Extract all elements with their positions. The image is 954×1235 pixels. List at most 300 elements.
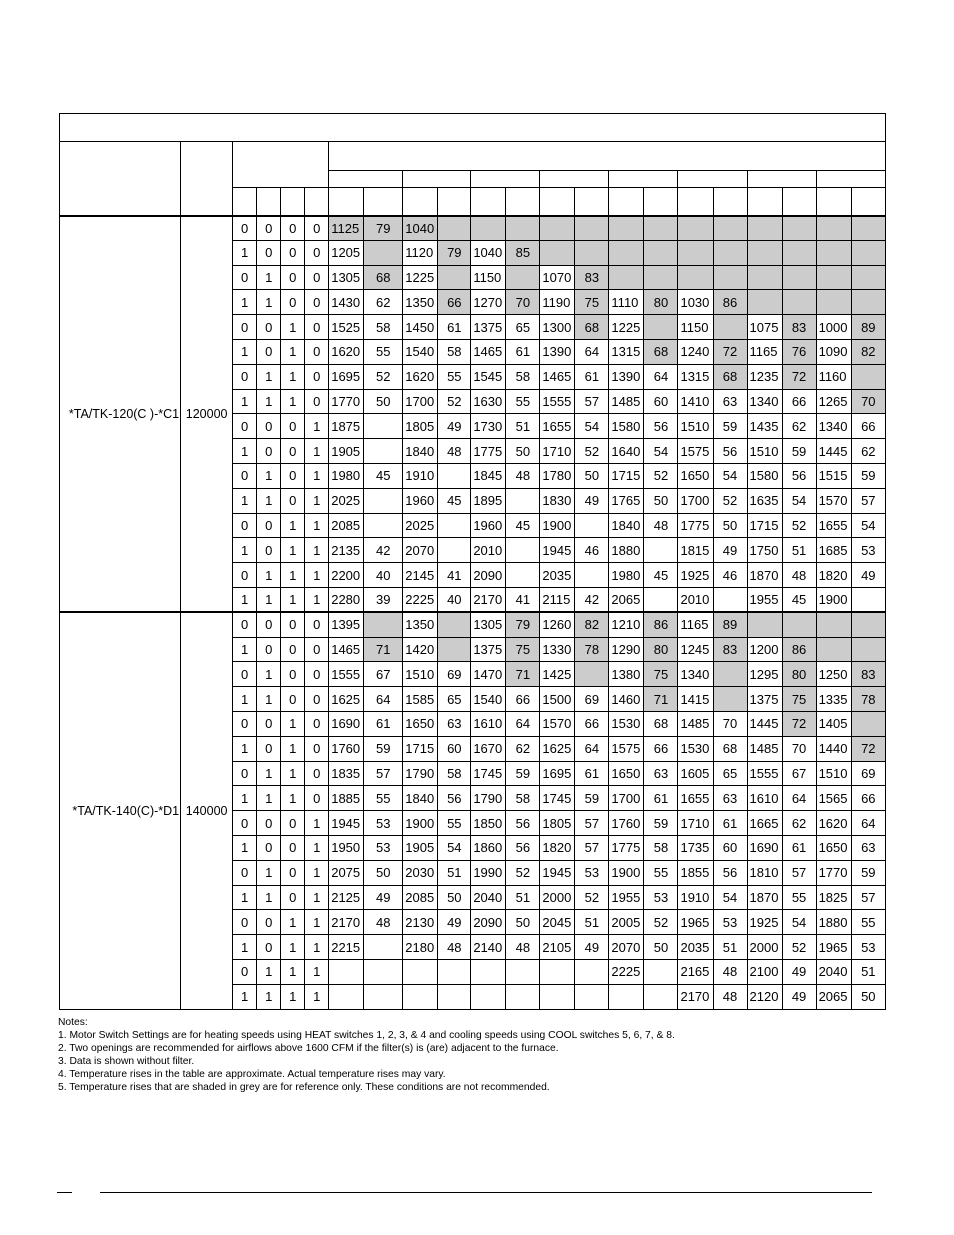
cfm-cell: 1880 bbox=[609, 538, 644, 563]
cfm-cell bbox=[471, 984, 506, 1009]
switch-cell: 1 bbox=[233, 290, 257, 315]
temp-rise-cell: 45 bbox=[644, 563, 678, 588]
temp-rise-cell: 52 bbox=[782, 935, 816, 960]
temp-rise-cell: 66 bbox=[851, 786, 885, 811]
cfm-cell: 2135 bbox=[329, 538, 364, 563]
switch-cell: 1 bbox=[281, 315, 305, 340]
temp-rise-cell: 46 bbox=[713, 563, 747, 588]
temp-rise-cell: 50 bbox=[364, 860, 403, 885]
temp-rise-cell: 52 bbox=[506, 860, 540, 885]
temp-rise-cell: 62 bbox=[782, 414, 816, 439]
subheader-cell bbox=[851, 188, 885, 216]
switch-cell: 0 bbox=[233, 216, 257, 241]
cfm-cell bbox=[471, 216, 506, 241]
cfm-cell: 1875 bbox=[329, 414, 364, 439]
switch-cell: 0 bbox=[305, 290, 329, 315]
temp-rise-cell: 63 bbox=[644, 761, 678, 786]
temp-rise-cell: 59 bbox=[782, 439, 816, 464]
cfm-cell: 2040 bbox=[816, 959, 851, 984]
switch-cell: 1 bbox=[305, 463, 329, 488]
cfm-cell: 1745 bbox=[540, 786, 575, 811]
temp-rise-cell bbox=[506, 538, 540, 563]
temp-rise-cell bbox=[644, 216, 678, 241]
subheader-cell bbox=[364, 188, 403, 216]
temp-rise-cell: 39 bbox=[364, 587, 403, 612]
cfm-cell: 1300 bbox=[540, 315, 575, 340]
temp-rise-cell: 57 bbox=[575, 389, 609, 414]
switch-cell: 1 bbox=[305, 513, 329, 538]
temp-rise-cell: 48 bbox=[713, 984, 747, 1009]
switch-cell: 1 bbox=[233, 439, 257, 464]
switch-cell: 0 bbox=[281, 216, 305, 241]
switch-cell: 0 bbox=[233, 860, 257, 885]
temp-rise-cell: 56 bbox=[713, 860, 747, 885]
cfm-cell: 2180 bbox=[403, 935, 438, 960]
switch-cell: 0 bbox=[233, 662, 257, 687]
cfm-cell: 1525 bbox=[329, 315, 364, 340]
cfm-cell: 1575 bbox=[609, 736, 644, 761]
temp-rise-cell: 79 bbox=[438, 240, 471, 265]
switch-cell: 0 bbox=[257, 835, 281, 860]
temp-rise-cell: 54 bbox=[575, 414, 609, 439]
cfm-cell: 1770 bbox=[816, 860, 851, 885]
cfm-cell: 1925 bbox=[747, 910, 782, 935]
temp-rise-cell: 52 bbox=[438, 389, 471, 414]
temp-rise-cell bbox=[575, 984, 609, 1009]
cfm-cell: 2100 bbox=[747, 959, 782, 984]
subheader-cell bbox=[782, 188, 816, 216]
temp-rise-cell: 50 bbox=[506, 439, 540, 464]
temp-rise-cell: 53 bbox=[364, 835, 403, 860]
cfm-cell bbox=[540, 959, 575, 984]
switch-cell: 0 bbox=[305, 662, 329, 687]
temp-rise-cell: 83 bbox=[575, 265, 609, 290]
cfm-cell bbox=[540, 984, 575, 1009]
temp-rise-cell: 79 bbox=[506, 612, 540, 637]
temp-rise-cell bbox=[364, 935, 403, 960]
switch-cell: 0 bbox=[281, 662, 305, 687]
switch-cell: 0 bbox=[281, 835, 305, 860]
temp-rise-cell: 57 bbox=[851, 488, 885, 513]
cfm-cell: 1445 bbox=[816, 439, 851, 464]
switch-cell: 0 bbox=[233, 513, 257, 538]
switch-cell: 0 bbox=[305, 364, 329, 389]
temp-rise-cell bbox=[644, 315, 678, 340]
switch-cell: 0 bbox=[257, 439, 281, 464]
switch-cell: 0 bbox=[233, 959, 257, 984]
temp-rise-cell: 53 bbox=[851, 538, 885, 563]
cfm-cell: 1820 bbox=[540, 835, 575, 860]
temp-rise-cell: 63 bbox=[713, 786, 747, 811]
temp-rise-cell bbox=[575, 662, 609, 687]
switch-cell: 0 bbox=[305, 612, 329, 637]
temp-rise-cell: 59 bbox=[575, 786, 609, 811]
temp-rise-cell: 86 bbox=[713, 290, 747, 315]
temp-rise-cell bbox=[438, 637, 471, 662]
cfm-cell: 1500 bbox=[540, 687, 575, 712]
cfm-cell: 1765 bbox=[609, 488, 644, 513]
cfm-cell bbox=[678, 216, 713, 241]
switch-cell: 1 bbox=[281, 959, 305, 984]
switch-cell: 1 bbox=[257, 984, 281, 1009]
cfm-cell: 1775 bbox=[678, 513, 713, 538]
cfm-cell bbox=[816, 240, 851, 265]
switch-cell: 0 bbox=[281, 637, 305, 662]
temp-rise-cell: 60 bbox=[438, 736, 471, 761]
cfm-cell: 1165 bbox=[747, 339, 782, 364]
cfm-cell: 1090 bbox=[816, 339, 851, 364]
temp-rise-cell: 68 bbox=[644, 339, 678, 364]
temp-rise-cell bbox=[438, 959, 471, 984]
temp-rise-cell bbox=[364, 439, 403, 464]
subheader-cell bbox=[540, 188, 575, 216]
switch-cell: 1 bbox=[257, 563, 281, 588]
temp-rise-cell: 83 bbox=[851, 662, 885, 687]
temp-rise-cell bbox=[851, 265, 885, 290]
temp-rise-cell bbox=[851, 216, 885, 241]
switch-cell: 1 bbox=[257, 959, 281, 984]
cfm-cell: 1425 bbox=[540, 662, 575, 687]
subheader-cell bbox=[816, 188, 851, 216]
temp-rise-cell bbox=[364, 959, 403, 984]
pressure-group-header bbox=[471, 171, 540, 188]
switch-cell: 0 bbox=[305, 687, 329, 712]
temp-rise-cell: 49 bbox=[438, 414, 471, 439]
switch-subheader-cell bbox=[257, 188, 281, 216]
temp-rise-cell: 52 bbox=[575, 885, 609, 910]
cfm-cell bbox=[540, 216, 575, 241]
cfm-cell: 1530 bbox=[678, 736, 713, 761]
temp-rise-cell: 53 bbox=[364, 811, 403, 836]
cfm-cell: 1075 bbox=[747, 315, 782, 340]
temp-rise-cell: 68 bbox=[364, 265, 403, 290]
cfm-cell: 1340 bbox=[678, 662, 713, 687]
cfm-cell: 1990 bbox=[471, 860, 506, 885]
switch-cell: 0 bbox=[281, 885, 305, 910]
cfm-cell: 1340 bbox=[816, 414, 851, 439]
temp-rise-cell: 52 bbox=[364, 364, 403, 389]
switch-cell: 1 bbox=[257, 389, 281, 414]
cfm-cell: 1380 bbox=[609, 662, 644, 687]
cfm-cell: 2010 bbox=[471, 538, 506, 563]
temp-rise-cell: 60 bbox=[644, 389, 678, 414]
cfm-cell: 1555 bbox=[329, 662, 364, 687]
temp-rise-cell: 40 bbox=[364, 563, 403, 588]
switch-cell: 1 bbox=[305, 984, 329, 1009]
temp-rise-cell: 52 bbox=[644, 910, 678, 935]
switch-cell: 1 bbox=[305, 439, 329, 464]
switch-cell: 1 bbox=[281, 339, 305, 364]
cfm-cell: 1465 bbox=[329, 637, 364, 662]
switch-cell: 1 bbox=[281, 364, 305, 389]
cfm-cell: 1830 bbox=[540, 488, 575, 513]
cfm-cell bbox=[678, 265, 713, 290]
cfm-cell: 1655 bbox=[816, 513, 851, 538]
cfm-cell: 1635 bbox=[747, 488, 782, 513]
switch-cell: 0 bbox=[257, 612, 281, 637]
cfm-cell: 1855 bbox=[678, 860, 713, 885]
temp-rise-cell: 58 bbox=[506, 364, 540, 389]
cfm-cell: 1690 bbox=[747, 835, 782, 860]
cfm-cell: 2005 bbox=[609, 910, 644, 935]
cfm-cell: 1910 bbox=[678, 885, 713, 910]
temp-rise-cell bbox=[438, 984, 471, 1009]
temp-rise-cell bbox=[438, 612, 471, 637]
footer-rule bbox=[57, 1192, 72, 1193]
temp-rise-cell: 52 bbox=[575, 439, 609, 464]
temp-rise-cell: 42 bbox=[364, 538, 403, 563]
switch-cell: 0 bbox=[257, 538, 281, 563]
cfm-cell: 1825 bbox=[816, 885, 851, 910]
temp-rise-cell bbox=[851, 637, 885, 662]
temp-rise-cell: 79 bbox=[364, 216, 403, 241]
switch-cell: 1 bbox=[257, 687, 281, 712]
switch-cell: 0 bbox=[257, 513, 281, 538]
switch-cell: 1 bbox=[257, 885, 281, 910]
temp-rise-cell: 48 bbox=[438, 935, 471, 960]
temp-rise-cell: 57 bbox=[851, 885, 885, 910]
temp-rise-cell bbox=[644, 265, 678, 290]
temp-rise-cell: 66 bbox=[782, 389, 816, 414]
temp-rise-cell: 53 bbox=[713, 910, 747, 935]
switch-cell: 0 bbox=[257, 935, 281, 960]
temp-rise-cell: 72 bbox=[782, 711, 816, 736]
temp-rise-cell: 41 bbox=[438, 563, 471, 588]
temp-rise-cell: 71 bbox=[506, 662, 540, 687]
temp-rise-cell: 76 bbox=[782, 339, 816, 364]
switch-cell: 0 bbox=[233, 612, 257, 637]
switch-cell: 1 bbox=[233, 687, 257, 712]
temp-rise-cell: 50 bbox=[713, 513, 747, 538]
cfm-cell: 2085 bbox=[329, 513, 364, 538]
cfm-cell: 2130 bbox=[403, 910, 438, 935]
temp-rise-cell: 57 bbox=[575, 835, 609, 860]
temp-rise-cell: 62 bbox=[506, 736, 540, 761]
header-row-1 bbox=[60, 142, 886, 171]
temp-rise-cell: 59 bbox=[644, 811, 678, 836]
temp-rise-cell: 49 bbox=[575, 935, 609, 960]
temp-rise-cell: 49 bbox=[575, 488, 609, 513]
table-row bbox=[60, 612, 886, 637]
cfm-cell: 1650 bbox=[403, 711, 438, 736]
cfm-cell: 1775 bbox=[471, 439, 506, 464]
temp-rise-cell: 55 bbox=[644, 860, 678, 885]
switch-cell: 1 bbox=[233, 538, 257, 563]
temp-rise-cell: 64 bbox=[782, 786, 816, 811]
switch-cell: 1 bbox=[233, 240, 257, 265]
temp-rise-cell: 50 bbox=[644, 935, 678, 960]
switch-cell: 0 bbox=[305, 786, 329, 811]
notes-heading: Notes: bbox=[58, 1017, 88, 1028]
temp-rise-cell: 68 bbox=[713, 364, 747, 389]
cfm-cell: 1465 bbox=[540, 364, 575, 389]
temp-rise-cell: 69 bbox=[851, 761, 885, 786]
temp-rise-cell: 51 bbox=[713, 935, 747, 960]
temp-rise-cell: 55 bbox=[364, 786, 403, 811]
cfm-cell: 1790 bbox=[403, 761, 438, 786]
temp-rise-cell: 70 bbox=[782, 736, 816, 761]
cfm-cell: 1250 bbox=[816, 662, 851, 687]
temp-rise-cell: 65 bbox=[506, 315, 540, 340]
cfm-cell: 1565 bbox=[816, 786, 851, 811]
cfm-cell: 2010 bbox=[678, 587, 713, 612]
switch-cell: 0 bbox=[233, 563, 257, 588]
temp-rise-cell: 49 bbox=[364, 885, 403, 910]
temp-rise-cell: 49 bbox=[782, 959, 816, 984]
cfm-cell bbox=[747, 216, 782, 241]
cfm-cell bbox=[403, 984, 438, 1009]
temp-rise-cell bbox=[851, 612, 885, 637]
temp-rise-cell: 65 bbox=[438, 687, 471, 712]
switch-cell: 0 bbox=[281, 240, 305, 265]
cfm-cell: 1655 bbox=[678, 786, 713, 811]
temp-rise-cell: 51 bbox=[851, 959, 885, 984]
cfm-cell bbox=[403, 959, 438, 984]
switch-cell: 0 bbox=[281, 687, 305, 712]
temp-rise-cell: 55 bbox=[438, 811, 471, 836]
switch-subheader-cell bbox=[281, 188, 305, 216]
cfm-cell: 2030 bbox=[403, 860, 438, 885]
table-title-cell bbox=[60, 114, 886, 142]
switch-cell: 1 bbox=[281, 910, 305, 935]
switch-cell: 0 bbox=[281, 439, 305, 464]
subheader-cell bbox=[403, 188, 438, 216]
switch-cell: 1 bbox=[305, 935, 329, 960]
temp-rise-cell: 67 bbox=[782, 761, 816, 786]
cfm-cell: 1850 bbox=[471, 811, 506, 836]
switch-cell: 1 bbox=[257, 265, 281, 290]
switch-cell: 1 bbox=[233, 835, 257, 860]
btu-cell: 120000 bbox=[181, 216, 233, 613]
pressure-group-header bbox=[609, 171, 678, 188]
temp-rise-cell: 59 bbox=[713, 414, 747, 439]
temp-rise-cell: 70 bbox=[851, 389, 885, 414]
cfm-cell: 1620 bbox=[403, 364, 438, 389]
cfm-cell: 1735 bbox=[678, 835, 713, 860]
switch-cell: 1 bbox=[233, 488, 257, 513]
temp-rise-cell: 66 bbox=[438, 290, 471, 315]
cfm-cell bbox=[747, 612, 782, 637]
temp-rise-cell: 56 bbox=[713, 439, 747, 464]
cfm-cell: 1290 bbox=[609, 637, 644, 662]
temp-rise-cell bbox=[364, 984, 403, 1009]
switch-cell: 0 bbox=[233, 711, 257, 736]
temp-rise-cell bbox=[851, 240, 885, 265]
cfm-cell: 2120 bbox=[747, 984, 782, 1009]
temp-rise-cell bbox=[644, 984, 678, 1009]
switch-cell: 1 bbox=[257, 587, 281, 612]
temp-rise-cell: 75 bbox=[506, 637, 540, 662]
temp-rise-cell: 55 bbox=[364, 339, 403, 364]
temp-rise-cell bbox=[364, 414, 403, 439]
temp-rise-cell: 51 bbox=[438, 860, 471, 885]
cfm-cell: 1625 bbox=[329, 687, 364, 712]
cfm-cell: 1770 bbox=[329, 389, 364, 414]
temp-rise-cell: 55 bbox=[506, 389, 540, 414]
cfm-cell: 1515 bbox=[816, 463, 851, 488]
cfm-cell: 2075 bbox=[329, 860, 364, 885]
temp-rise-cell: 65 bbox=[713, 761, 747, 786]
temp-rise-cell: 54 bbox=[713, 463, 747, 488]
temp-rise-cell: 66 bbox=[506, 687, 540, 712]
temp-rise-cell: 48 bbox=[364, 910, 403, 935]
temp-rise-cell: 48 bbox=[782, 563, 816, 588]
temp-rise-cell: 80 bbox=[644, 290, 678, 315]
cfm-cell: 2000 bbox=[540, 885, 575, 910]
temp-rise-cell: 58 bbox=[438, 339, 471, 364]
cfm-cell: 1860 bbox=[471, 835, 506, 860]
btu-header-cell bbox=[181, 142, 233, 216]
temp-rise-cell: 75 bbox=[644, 662, 678, 687]
cfm-cell: 1305 bbox=[471, 612, 506, 637]
cfm-cell: 1710 bbox=[678, 811, 713, 836]
cfm-cell: 2200 bbox=[329, 563, 364, 588]
temp-rise-cell: 48 bbox=[506, 935, 540, 960]
switch-cell: 0 bbox=[257, 414, 281, 439]
switch-cell: 0 bbox=[233, 761, 257, 786]
cfm-cell: 2170 bbox=[329, 910, 364, 935]
pressure-group-header bbox=[678, 171, 747, 188]
switch-cell: 1 bbox=[257, 463, 281, 488]
cfm-cell: 2105 bbox=[540, 935, 575, 960]
cfm-cell: 1790 bbox=[471, 786, 506, 811]
switch-cell: 1 bbox=[257, 860, 281, 885]
temp-rise-cell bbox=[438, 463, 471, 488]
temp-rise-cell: 64 bbox=[644, 364, 678, 389]
cfm-cell: 1965 bbox=[678, 910, 713, 935]
note-line: 3. Data is shown without filter. bbox=[58, 1056, 195, 1067]
cfm-cell: 1435 bbox=[747, 414, 782, 439]
cfm-cell: 2225 bbox=[609, 959, 644, 984]
cfm-cell: 1405 bbox=[816, 711, 851, 736]
cfm-cell: 1030 bbox=[678, 290, 713, 315]
temp-rise-cell: 64 bbox=[506, 711, 540, 736]
temp-rise-cell bbox=[364, 612, 403, 637]
switch-cell: 0 bbox=[305, 389, 329, 414]
temp-rise-cell: 54 bbox=[713, 885, 747, 910]
cfm-cell: 2045 bbox=[540, 910, 575, 935]
cfm-cell: 1410 bbox=[678, 389, 713, 414]
cfm-cell: 1715 bbox=[609, 463, 644, 488]
cfm-cell: 1960 bbox=[403, 488, 438, 513]
cfm-cell: 1375 bbox=[471, 315, 506, 340]
cfm-cell: 1540 bbox=[471, 687, 506, 712]
temp-rise-cell: 55 bbox=[438, 364, 471, 389]
temp-rise-cell: 46 bbox=[575, 538, 609, 563]
temp-rise-cell bbox=[364, 488, 403, 513]
switch-cell: 0 bbox=[281, 463, 305, 488]
cfm-cell: 1870 bbox=[747, 563, 782, 588]
cfm-cell: 1835 bbox=[329, 761, 364, 786]
cfm-cell: 1570 bbox=[540, 711, 575, 736]
cfm-cell: 1655 bbox=[540, 414, 575, 439]
switch-cell: 1 bbox=[281, 736, 305, 761]
temp-rise-cell: 68 bbox=[575, 315, 609, 340]
switch-cell: 0 bbox=[233, 414, 257, 439]
cfm-cell: 1040 bbox=[403, 216, 438, 241]
temp-rise-cell: 53 bbox=[644, 885, 678, 910]
temp-rise-cell: 48 bbox=[713, 959, 747, 984]
cfm-cell: 1630 bbox=[471, 389, 506, 414]
cfm-cell: 1925 bbox=[678, 563, 713, 588]
cfm-cell: 1305 bbox=[329, 265, 364, 290]
temp-rise-cell: 48 bbox=[506, 463, 540, 488]
cfm-cell bbox=[609, 216, 644, 241]
temp-rise-cell: 61 bbox=[644, 786, 678, 811]
cfm-cell: 1900 bbox=[816, 587, 851, 612]
temp-rise-cell: 61 bbox=[575, 364, 609, 389]
temp-rise-cell: 63 bbox=[851, 835, 885, 860]
